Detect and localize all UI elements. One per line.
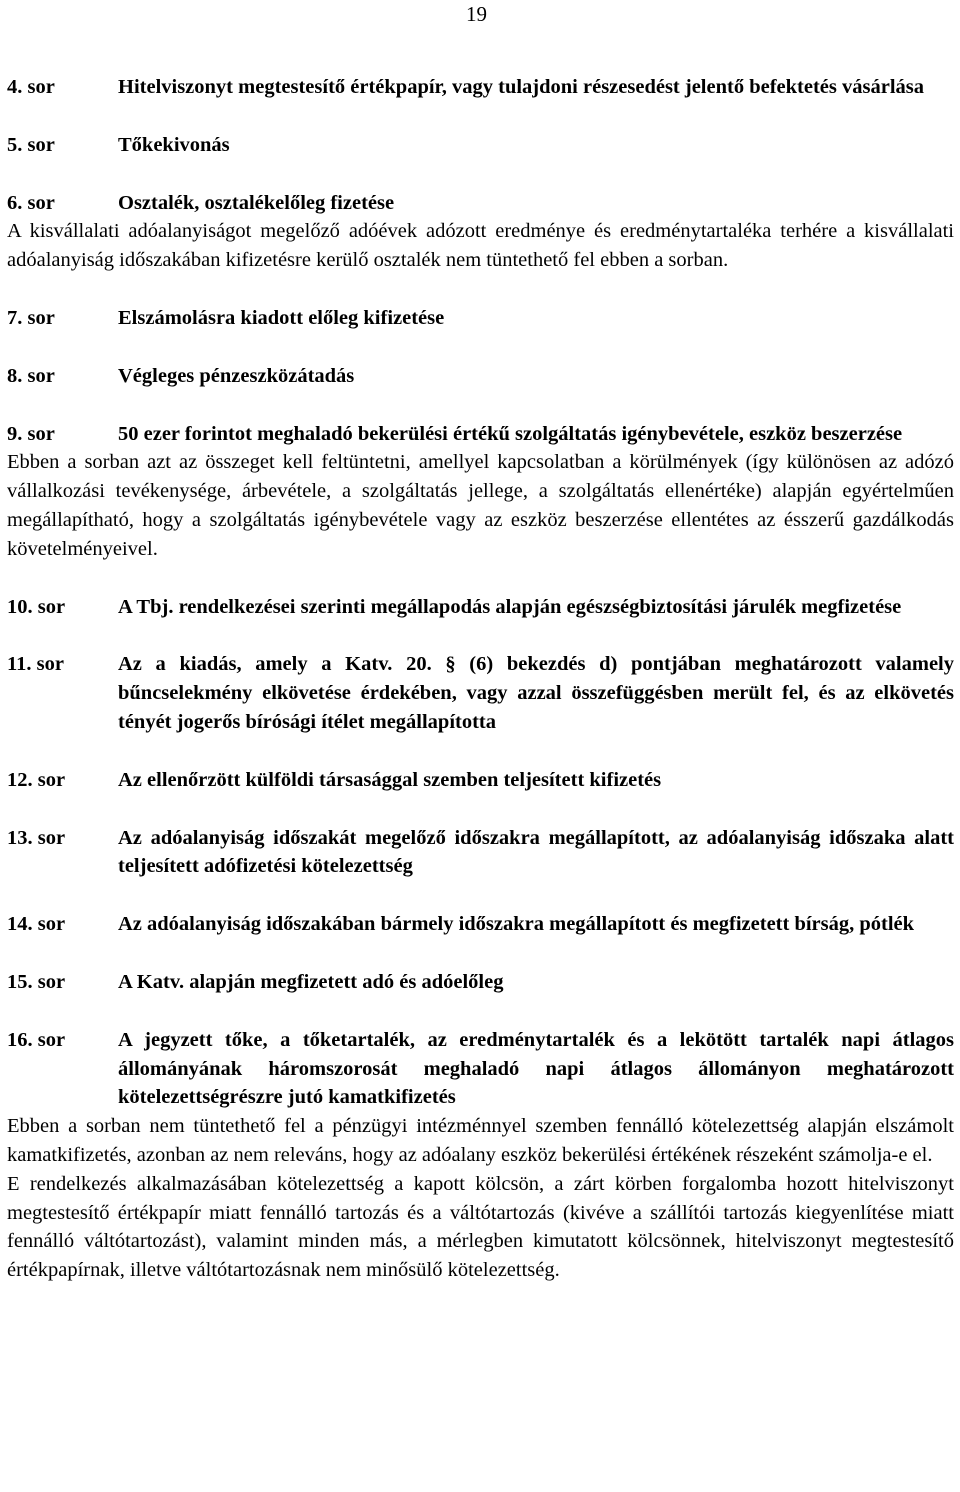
section-paragraph: Ebben a sorban azt az összeget kell feltüntetni, amellyel kapcsolatban a körülmények (így különösen az adózó vállalkozási tevékenysége, árbevétele, a szolgáltatás jellege, a szolgáltatás ellenértéke) alapján egyértelműen megállapítható, hogy a szolgáltatás igénybevétele vagy az eszköz beszerzése ellentétes az ésszerű gazdálkodás követelményeivel. bbox=[7, 451, 954, 560]
section-label: 5. sor bbox=[7, 133, 55, 156]
section-label: 4. sor bbox=[7, 76, 55, 98]
section-title: Végleges pénzeszközátadás bbox=[118, 364, 355, 387]
document-body bbox=[7, 73, 954, 1285]
section-label: 13. sor bbox=[7, 826, 66, 849]
section-row-10 bbox=[7, 593, 954, 622]
section-title: A jegyzett tőke, a tőketartalék, az eredménytartalék és a lekötött tartalék napi átlagos állományának háromszorosát meghaladó napi átlagos állományon meghatározott kötelezettségrészre jutó kamatkifizetés bbox=[118, 1028, 954, 1109]
section-row-6 bbox=[7, 189, 954, 218]
section-title: A Tbj. rendelkezései szerinti megállapodás alapján egészségbiztosítási járulék megfizetése bbox=[118, 595, 902, 618]
section-label: 14. sor bbox=[7, 913, 66, 936]
section-title: A Katv. alapján megfizetett adó és adóelőleg bbox=[118, 970, 504, 993]
section-title: Az ellenőrzött külföldi társasággal szemben teljesített kifizetés bbox=[118, 768, 662, 791]
section-row-14 bbox=[7, 910, 954, 939]
section-title: Hitelviszonyt megtestesítő értékpapír, vagy tulajdoni részesedést jelentő befektetés vásárlása bbox=[118, 76, 924, 98]
section-row-4 bbox=[7, 73, 954, 102]
section-title: Az adóalanyiság időszakát megelőző időszakra megállapított, az adóalanyiság időszaka alatt teljesített adófizetési kötelezettség bbox=[118, 826, 954, 878]
section-row-8 bbox=[7, 362, 954, 391]
section-title: 50 ezer forintot meghaladó bekerülési értékű szolgáltatás igénybevétele, eszköz beszerzése bbox=[118, 422, 903, 445]
page-number: 19 bbox=[466, 2, 487, 26]
section-title: Az adóalanyiság időszakában bármely időszakra megállapított és megfizetett bírság, pótlék bbox=[118, 913, 915, 936]
section-label: 12. sor bbox=[7, 768, 66, 791]
section-label: 8. sor bbox=[7, 364, 55, 387]
section-row-7 bbox=[7, 304, 954, 333]
section-label: 15. sor bbox=[7, 970, 66, 993]
section-label: 9. sor bbox=[7, 422, 55, 445]
section-label: 16. sor bbox=[7, 1028, 66, 1051]
section-row-13 bbox=[7, 824, 954, 882]
section-title: Az a kiadás, amely a Katv. 20. § (6) bekezdés d) pontjában meghatározott valamely bűncselekmény elkövetése érdekében, vagy azzal összefüggésben merült fel, és az elkövetés tényét jogerős bírósági ítélet megállapította bbox=[118, 653, 954, 733]
section-title: Tőkekivonás bbox=[118, 133, 230, 156]
section-row-15 bbox=[7, 968, 954, 997]
section-row-12 bbox=[7, 766, 954, 795]
section-label: 10. sor bbox=[7, 595, 66, 618]
section-title: Elszámolásra kiadott előleg kifizetése bbox=[118, 306, 445, 329]
section-title: Osztalék, osztalékelőleg fizetése bbox=[118, 191, 395, 214]
section-label: 7. sor bbox=[7, 306, 55, 329]
section-row-9 bbox=[7, 420, 954, 449]
section-paragraph: Ebben a sorban nem tüntethető fel a pénzügyi intézménnyel szemben fennálló kötelezettség alapján elszámolt kamatkifizetés, azonban az nem releváns, hogy az adóalany eszköz bekerülési értékének részeként számolja-e el. bbox=[7, 1115, 954, 1166]
section-paragraph: A kisvállalati adóalanyiságot megelőző adóévek adózott eredménye és eredménytartaléka terhére a kisvállalati adóalanyiság időszakában kifizetésre kerülő osztalék nem tüntethető fel ebben a sorban. bbox=[7, 220, 954, 272]
section-label: 6. sor bbox=[7, 191, 55, 214]
section-row-5 bbox=[7, 131, 954, 160]
section-row-11 bbox=[7, 650, 954, 736]
section-row-16 bbox=[7, 1026, 954, 1112]
section-paragraph: E rendelkezés alkalmazásában kötelezettség a kapott kölcsön, a zárt körben forgalomba hozott hitelviszonyt megtestesítő értékpapír miatt fennálló tartozás és a váltótartozás (kivéve a szállítói tartozás kiegyenlítése miatt fennálló váltótartozást), valamint minden más, a mérlegben kimutatott kölcsönnek, hitelviszonyt megtestesítő értékpapírnak, illetve váltótartozásnak nem minősülő kötelezettség. bbox=[7, 1172, 954, 1282]
section-label: 11. sor bbox=[7, 653, 64, 676]
